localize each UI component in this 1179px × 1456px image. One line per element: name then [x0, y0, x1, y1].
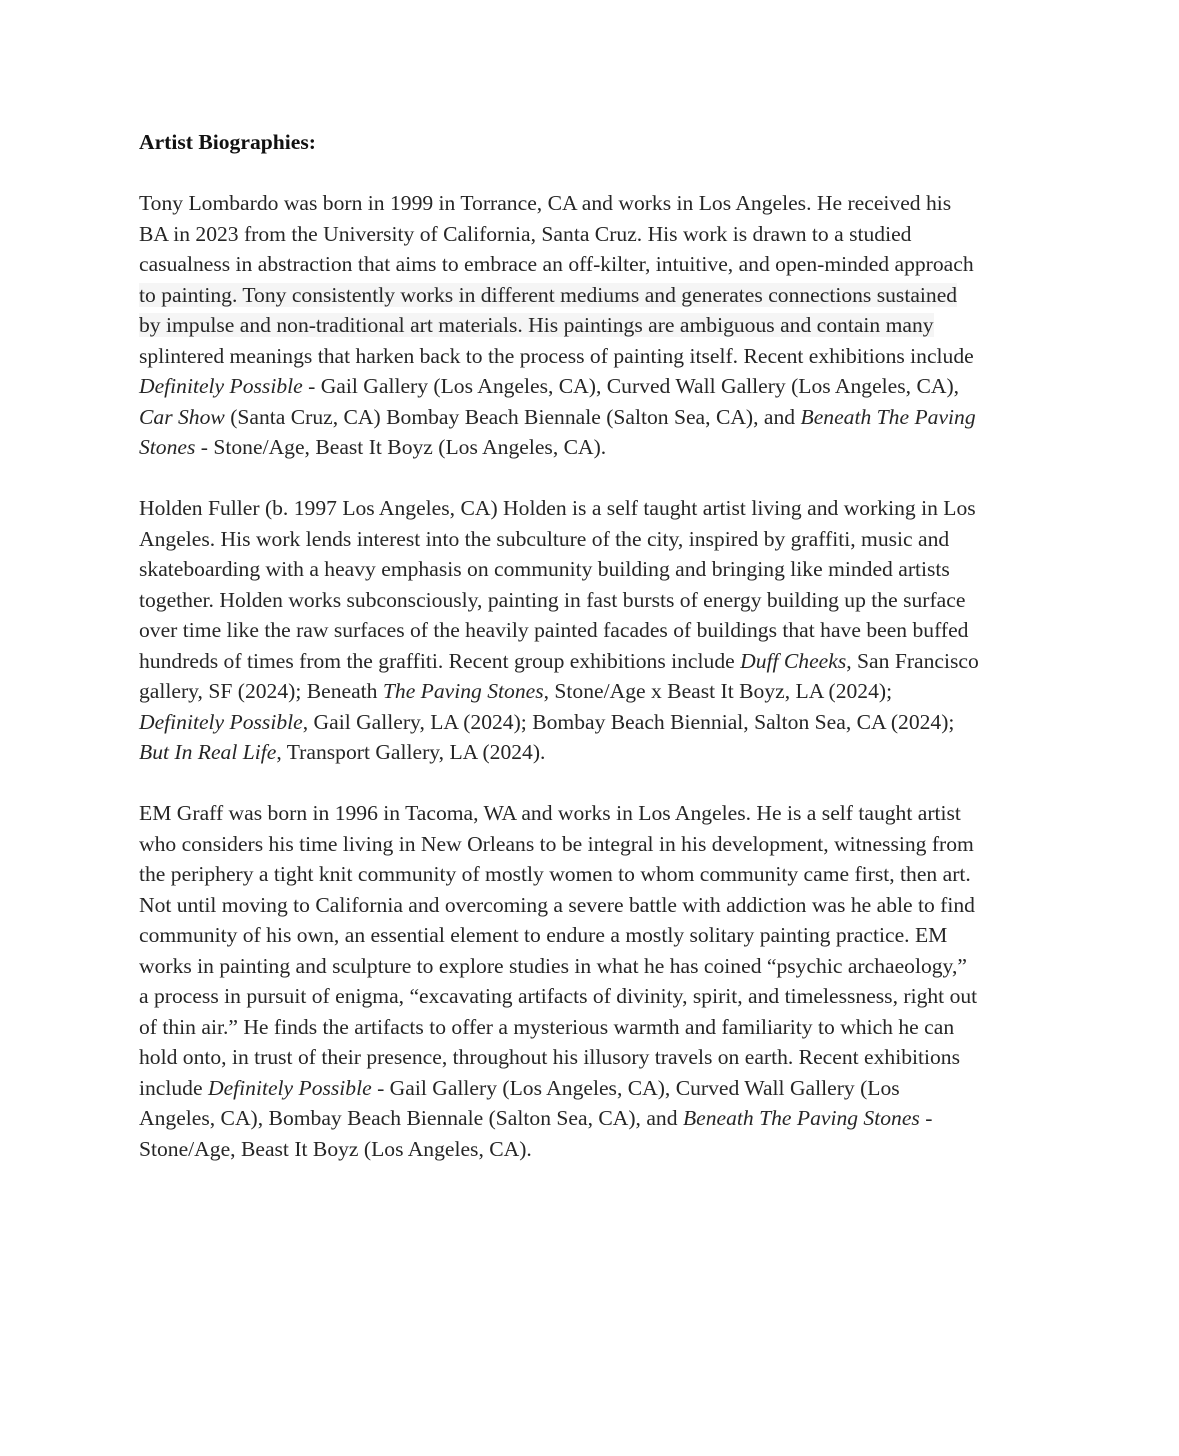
exhibition-title: Duff Cheeks: [740, 648, 847, 673]
text-span: - Gail Gallery (Los Angeles, CA), Curved Wall Gallery (Los: [371, 1075, 900, 1100]
exhibition-title: Definitely Possible: [139, 374, 303, 398]
text-span: - Stone/Age, Beast It Boyz (Los Angeles, CA).: [195, 435, 607, 459]
text-line: Angeles. His work lends interest into the subculture of the city, inspired by graffiti, music and: [139, 526, 950, 551]
text-line: works in painting and sculpture to explore studies in what he has coined “psychic archaeology,”: [139, 953, 967, 978]
text-line: [139, 646, 1044, 677]
text-line: hold onto, in trust of their presence, throughout his illusory travels on earth. Recent exhibitions: [139, 1045, 961, 1069]
text-span: include: [139, 1075, 208, 1100]
text-span: Angeles, CA), Bombay Beach Biennale (Salton Sea, CA), and: [139, 1106, 683, 1130]
exhibition-title: Beneath The Paving Stones: [682, 1106, 920, 1130]
text-line: together. Holden works subconsciously, painting in fast bursts of energy building up the surface: [139, 587, 966, 612]
exhibition-title: Car Show: [139, 404, 225, 429]
page-title: Artist Biographies:: [139, 130, 316, 154]
text-line: [139, 1073, 1044, 1104]
text-span: , Gail Gallery, LA (2024); Bombay Beach Biennial, Salton Sea, CA (2024);: [302, 709, 955, 734]
text-line: [139, 1103, 1044, 1134]
text-line: EM Graff was born in 1996 in Tacoma, WA and works in Los Angeles. He is a self taught artist: [139, 801, 961, 825]
highlighted-text: to painting. Tony consistently works in different mediums and generates connections sustained: [139, 282, 958, 307]
text-line: Not until moving to California and overcoming a severe battle with addiction was he able to find: [139, 892, 975, 917]
text-line: [139, 432, 1044, 463]
exhibition-title: The Paving Stones: [382, 679, 544, 703]
exhibition-title: Stones: [139, 435, 196, 459]
text-line: Holden Fuller (b. 1997 Los Angeles, CA) Holden is a self taught artist living and working in Los: [139, 496, 976, 520]
text-line: [139, 371, 1044, 402]
text-line: splintered meanings that harken back to the process of painting itself. Recent exhibitions include: [139, 343, 974, 368]
bio-em-graff: [139, 798, 1044, 1164]
bio-tony-lombardo: [139, 188, 1044, 463]
text-line: a process in pursuit of enigma, “excavating artifacts of divinity, spirit, and timelessness, right out: [139, 984, 978, 1008]
text-line: BA in 2023 from the University of California, Santa Cruz. His work is drawn to a studied: [139, 221, 912, 246]
text-span: -: [919, 1106, 933, 1130]
text-line: casualness in abstraction that aims to embrace an off-kilter, intuitive, and open-minded approach: [139, 252, 974, 276]
text-span: (Santa Cruz, CA) Bombay Beach Biennale (Salton Sea, CA), and: [224, 404, 801, 429]
text-line: skateboarding with a heavy emphasis on community building and bringing like minded artists: [139, 557, 950, 581]
highlighted-text: by impulse and non-traditional art materials. His paintings are ambiguous and contain many: [139, 313, 934, 337]
text-line: Stone/Age, Beast It Boyz (Los Angeles, CA).: [139, 1136, 532, 1161]
text-line: [139, 707, 1044, 738]
text-line: community of his own, an essential element to endure a mostly solitary painting practice. EM: [139, 923, 948, 947]
text-line: over time like the raw surfaces of the heavily painted facades of buildings that have been buffed: [139, 618, 969, 642]
text-line: [139, 676, 1044, 707]
exhibition-title: Definitely Possible: [139, 709, 303, 734]
text-line: [139, 402, 1044, 433]
bio-holden-fuller: [139, 493, 1044, 768]
text-span: gallery, SF (2024); Beneath: [139, 679, 383, 703]
text-line: [139, 280, 1044, 311]
text-line: Tony Lombardo was born in 1999 in Torrance, CA and works in Los Angeles. He received his: [139, 191, 952, 215]
text-line: who considers his time living in New Orleans to be integral in his development, witnessing from: [139, 831, 974, 856]
document-page: [139, 127, 1044, 1195]
text-span: , Transport Gallery, LA (2024).: [276, 740, 546, 764]
text-line: of thin air.” He finds the artifacts to offer a mysterious warmth and familiarity to which he can: [139, 1014, 955, 1039]
exhibition-title: But In Real Life: [139, 740, 277, 764]
exhibition-title: Definitely Possible: [207, 1075, 372, 1100]
text-line: the periphery a tight knit community of mostly women to whom community came first, then art.: [139, 862, 971, 886]
text-span: hundreds of times from the graffiti. Recent group exhibitions include: [139, 648, 741, 673]
text-span: - Gail Gallery (Los Angeles, CA), Curved Wall Gallery (Los Angeles, CA),: [302, 374, 960, 398]
text-line: [139, 737, 1044, 768]
text-span: , San Francisco: [846, 648, 979, 673]
text-span: , Stone/Age x Beast It Boyz, LA (2024);: [543, 679, 893, 703]
exhibition-title: Beneath The Paving: [800, 404, 976, 429]
text-line: [139, 310, 1044, 341]
